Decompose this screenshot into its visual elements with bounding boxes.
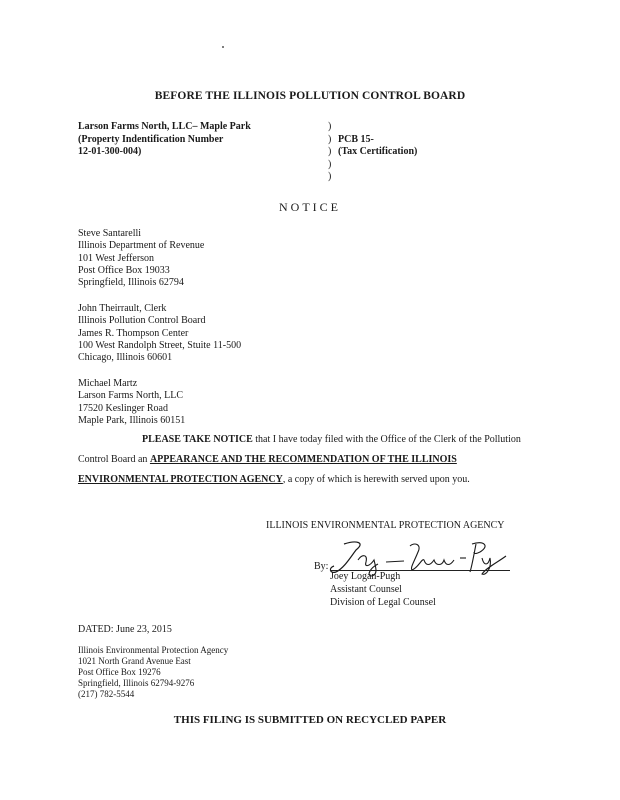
case-type: (Tax Certification) — [338, 146, 418, 157]
address-line: Illinois Department of Revenue — [78, 240, 205, 252]
address-line: Illinois Environmental Protection Agency — [78, 645, 229, 655]
notice-heading: NOTICE — [279, 200, 341, 214]
case-number: PCB 15- — [338, 133, 374, 145]
body-text: Control Board an — [78, 454, 150, 465]
dated-line: DATED: June 23, 2015 — [78, 624, 172, 635]
filing-title: APPEARANCE AND THE RECOMMENDATION OF THE ILLINOIS — [149, 454, 457, 465]
body-line-3 — [78, 474, 470, 485]
address-line: 100 West Randolph Street, Stuite 11-500 — [78, 339, 242, 351]
caption-party-line: 12-01-300-004) — [78, 146, 142, 157]
signer-name: Joey Logan-Pugh — [330, 571, 401, 582]
body-line-1 — [142, 434, 521, 445]
address-line: Illinois Pollution Control Board — [78, 315, 206, 327]
address-line: Springfield, Illinois 62794 — [78, 277, 184, 289]
caption-party-line: (Property Indentification Number — [78, 133, 224, 145]
filing-title: ENVIRONMENTAL PROTECTION AGENCY — [78, 474, 283, 485]
recipient-block — [78, 303, 241, 364]
sender-address — [78, 645, 228, 700]
address-line: 17520 Keslinger Road — [78, 402, 168, 414]
by-label: By: — [314, 561, 329, 572]
recipient-block — [78, 228, 204, 289]
signer-block — [330, 570, 436, 609]
address-line: 1021 North Grand Avenue East — [78, 656, 191, 666]
address-line: Michael Martz — [78, 378, 138, 389]
caption-paren: ) — [328, 133, 332, 145]
address-line: Post Office Box 19276 — [78, 667, 161, 677]
address-line: Maple Park, Illinois 60151 — [78, 414, 186, 426]
agency-name: ILLINOIS ENVIRONMENTAL PROTECTION AGENCY — [266, 520, 505, 531]
address-line: Larson Farms North, LLC — [78, 390, 183, 402]
recipient-block — [78, 378, 185, 427]
document-title: BEFORE THE ILLINOIS POLLUTION CONTROL BOARD — [154, 90, 466, 102]
address-line: Post Office Box 19033 — [78, 264, 170, 276]
address-line: 101 West Jefferson — [78, 252, 155, 264]
signer-title: Assistant Counsel — [330, 584, 402, 595]
caption-paren: ) — [328, 171, 332, 182]
body-line-2 — [78, 454, 457, 465]
address-line: John Theirrault, Clerk — [78, 303, 167, 314]
address-line: Chicago, Illinois 60601 — [78, 352, 173, 364]
caption-parens — [328, 121, 331, 184]
body-text: , a copy of which is herewith served upon you. — [282, 474, 470, 485]
scan-speck — [222, 46, 224, 48]
caption-paren: ) — [328, 158, 332, 170]
caption-party — [78, 121, 251, 159]
caption-paren: ) — [328, 121, 332, 132]
caption-party-line: Larson Farms North, LLC– Maple Park — [78, 121, 251, 132]
caption-case-line — [338, 121, 417, 134]
please-take-notice: PLEASE TAKE NOTICE — [142, 434, 253, 445]
address-line: Springfield, Illinois 62794-9276 — [78, 678, 195, 688]
address-line: James R. Thompson Center — [78, 327, 189, 339]
caption-case — [338, 121, 417, 159]
caption-paren: ) — [328, 146, 332, 157]
address-line: Steve Santarelli — [78, 228, 142, 239]
address-line: (217) 782-5544 — [78, 689, 135, 699]
signer-division: Division of Legal Counsel — [330, 597, 436, 608]
body-text: that I have today filed with the Office of the Clerk of the Pollution — [252, 434, 521, 445]
recycled-paper-footer: THIS FILING IS SUBMITTED ON RECYCLED PAPER — [173, 714, 447, 726]
